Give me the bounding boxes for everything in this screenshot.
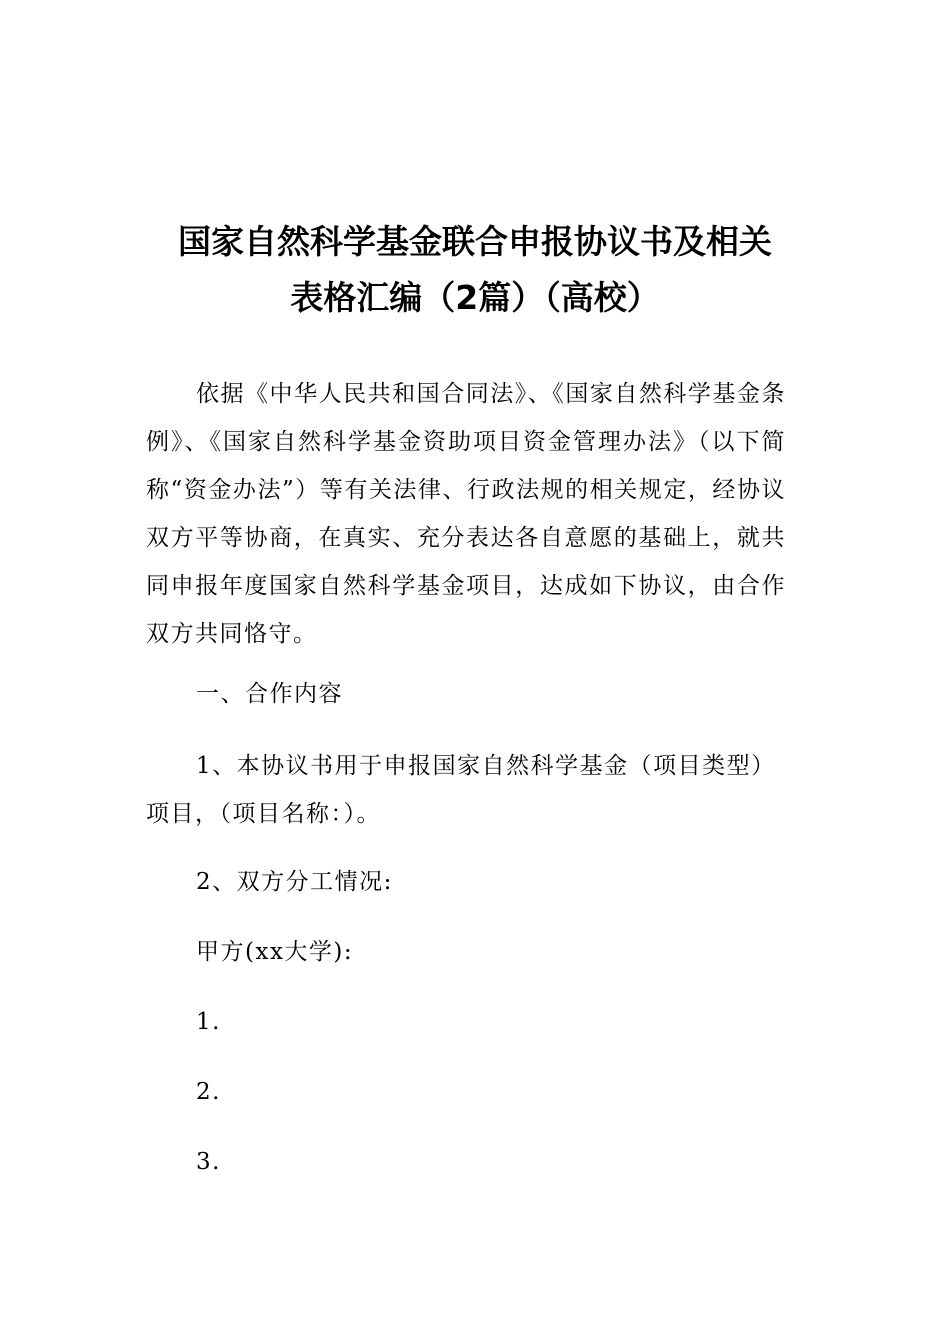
title-line-2: 表格汇编（2篇）（高校）: [290, 278, 660, 317]
title-line-1: 国家自然科学基金联合申报协议书及相关: [178, 222, 772, 261]
item-2-paragraph: 2、双方分工情况:: [196, 869, 393, 895]
intro-paragraph: 依据《中华人民共和国合同法》、《国家自然科学基金条例》、《国家自然科学基金资助项目资金管理办法》（以下简称“资金办法”）等有关法律、行政法规的相关规定，经协议双方平等协商，在真实、充分表达各自意愿的基础上，就共同申报年度国家自然科学基金项目，达成如下协议，由合作双方共同恪守。: [146, 381, 786, 647]
item-1-paragraph: 1、本协议书用于申报国家自然科学基金（项目类型）项目，（项目名称：）。: [146, 753, 776, 827]
party-a-label: 甲方(xx大学):: [196, 939, 354, 965]
list-item-2: 2.: [196, 1079, 221, 1105]
document-title: [120, 214, 830, 326]
list-item-3: 3.: [196, 1149, 221, 1175]
section-heading-cooperation: 一、合作内容: [196, 681, 343, 707]
list-item-1: 1.: [196, 1009, 221, 1035]
